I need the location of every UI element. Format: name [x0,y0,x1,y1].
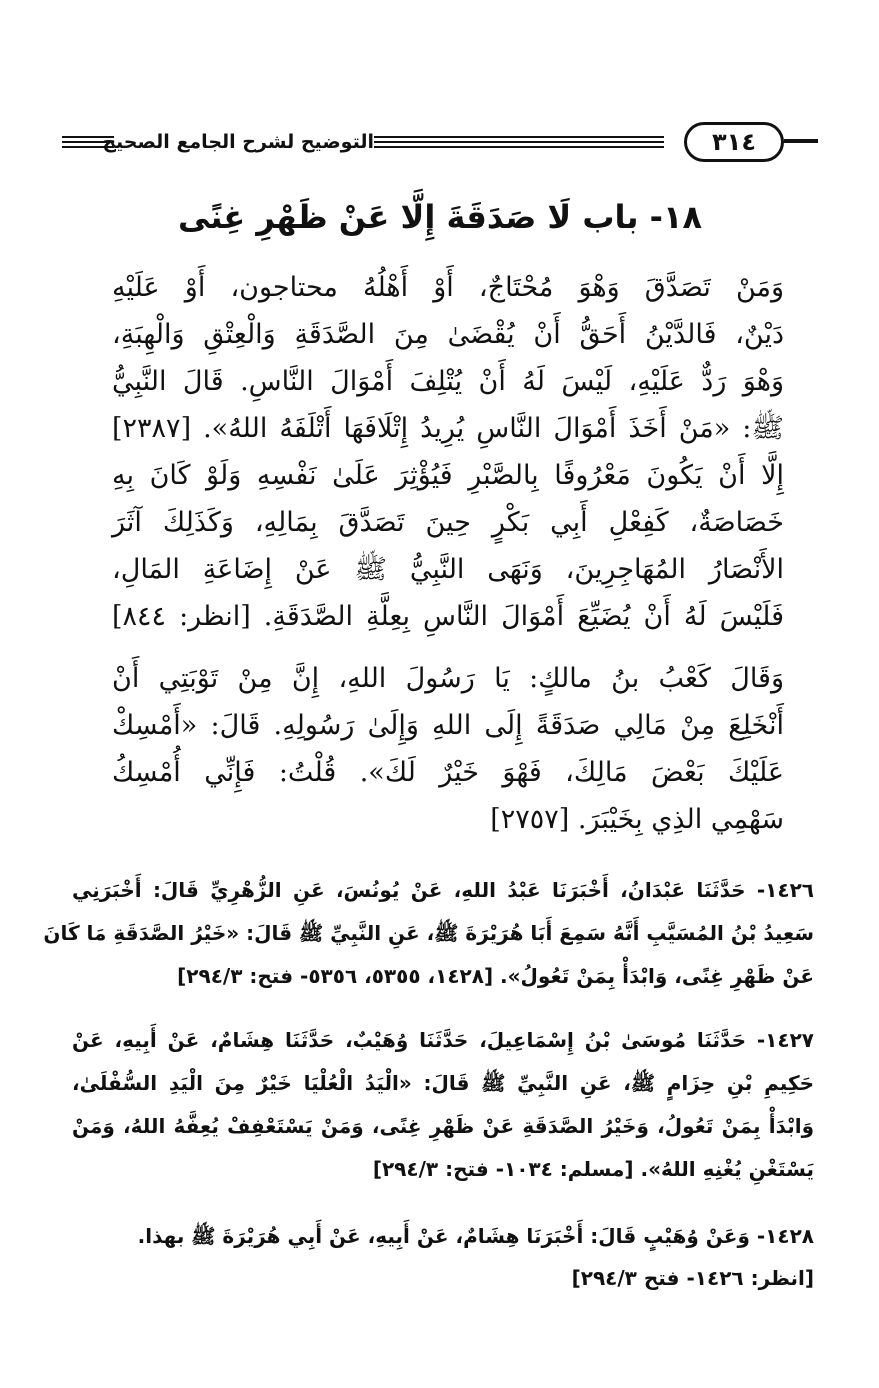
header-rule [374,146,664,148]
paragraph-line: وَهْوَ رَدٌّ عَلَيْهِ، لَيْسَ لَهُ أَنْ يُتْلِفَ أَمْوَالَ النَّاسِ. قَالَ النَّبِيُّ [112,366,784,397]
paragraph-line: إِلَّا أَنْ يَكُونَ مَعْرُوفًا بِالصَّبْرِ فَيُؤْثِرَ عَلَىٰ نَفْسِهِ وَلَوْ كَانَ بِهِ [112,460,784,491]
paragraph-line: خَصَاصَةٌ، كَفِعْلِ أَبِي بَكْرٍ حِينَ تَصَدَّقَ بِمَالِهِ، وَكَذَلِكَ آثَرَ [112,507,784,538]
hadith-1427-line: ١٤٢٧- حَدَّثَنَا مُوسَىٰ بْنُ إِسْمَاعِيلَ، حَدَّثَنَا وُهَيْبٌ، حَدَّثَنَا هِشَامٌ، عَنْ أَبِيهِ، عَنْ [72,1028,814,1052]
page-header [62,122,818,166]
hadith-1428-line: ١٤٢٨- وَعَنْ وُهَيْبٍ قَالَ: أَخْبَرَنَا هِشَامٌ، عَنْ أَبِيهِ، عَنْ أَبِي هُرَيْرَةَ ﷺ بهذا. [137,1224,814,1248]
header-rule [374,141,664,143]
hadith-1426-line: ١٤٢٦- حَدَّثَنَا عَبْدَانُ، أَخْبَرَنَا عَبْدُ اللهِ، عَنْ يُونُسَ، عَنِ الزُّهْرِيِّ قَالَ: أَخْبَرَنِي [72,878,814,902]
hadith-1426-line: عَنْ ظَهْرِ غِنًى، وَابْدَأْ بِمَنْ تَعُولُ». [١٤٢٨، ٥٣٥٥، ٥٣٥٦- فتح: ٢٩٤/٣] [177,964,814,988]
chapter-heading: ١٨- باب لَا صَدَقَةَ إِلَّا عَنْ ظَهْرِ غِنًى [177,198,703,236]
paragraph-line: وَقَالَ كَعْبُ بنُ مالكٍ: يَا رَسُولَ اللهِ، إِنَّ مِنْ تَوْبَتِي أَنْ [112,663,784,694]
paragraph-line: سَهْمِي الذِي بِخَيْبَرَ. [٢٧٥٧] [490,804,784,835]
hadith-1427-line: يَسْتَغْنِ يُغْنِهِ اللهُ». [مسلم: ١٠٣٤- فتح: ٢٩٤/٣] [372,1157,814,1181]
running-title: التوضيح لشرح الجامع الصحيح [102,131,374,153]
hadith-1426-line: سَعِيدُ بْنُ المُسَيَّبِ أَنَّهُ سَمِعَ أَبَا هُرَيْرَةَ ﷺ، عَنِ النَّبِيِّ ﷺ قَالَ: «خَيْرُ الصَّدَقَةِ مَا كَانَ [43,921,814,945]
hadith-1427-line: وَابْدَأْ بِمَنْ تَعُولُ، وَخَيْرُ الصَّدَقَةِ عَنْ ظَهْرِ غِنًى، وَمَنْ يَسْتَعْفِفْ يُعِفَّهُ اللهُ، وَمَنْ [72,1114,814,1138]
paragraph-line: عَلَيْكَ بَعْضَ مَالِكَ، فَهْوَ خَيْرٌ لَكَ». قُلْتُ: فَإِنِّي أُمْسِكُ [112,757,784,788]
hadith-1428-line: [انظر: ١٤٢٦- فتح ٢٩٤/٣] [571,1266,814,1290]
header-ornament [784,139,818,143]
paragraph-line: ﷺ: «مَنْ أَخَذَ أَمْوَالَ النَّاسِ يُرِيدُ إِتْلَافَهَا أَتْلَفَهُ اللهُ». [٢٣٨٧] [112,413,784,444]
hadith-1427-line: حَكِيمِ بْنِ حِزَامٍ ﷺ، عَنِ النَّبِيِّ ﷺ قَالَ: «الْيَدُ الْعُلْيَا خَيْرٌ مِنَ الْيَدِ السُّفْلَىٰ، [72,1071,814,1095]
paragraph-line: وَمَنْ تَصَدَّقَ وَهْوَ مُحْتَاجٌ، أَوْ أَهْلُهُ محتاجون، أَوْ عَلَيْهِ [112,272,784,303]
page-number: ٣١٤ [684,122,784,162]
paragraph-line: أَنْخَلِعَ مِنْ مَالِي صَدَقَةً إِلَى اللهِ وَإِلَىٰ رَسُولِهِ. قَالَ: «أَمْسِكْ [112,710,784,741]
paragraph-line: فَلَيْسَ لَهُ أَنْ يُضَيِّعَ أَمْوَالَ النَّاسِ بِعِلَّةِ الصَّدَقَةِ. [انظر: ٨٤٤] [112,601,784,632]
paragraph-line: الأَنْصَارُ المُهَاجِرِينَ، وَنَهَى النَّبِيُّ ﷺ عَنْ إِضَاعَةِ المَالِ، [112,554,784,585]
header-rule [374,136,664,138]
paragraph-line: دَيْنٌ، فَالدَّيْنُ أَحَقُّ أَنْ يُقْضَىٰ مِنَ الصَّدَقَةِ وَالْعِتْقِ وَالْهِبَةِ، [112,319,784,350]
